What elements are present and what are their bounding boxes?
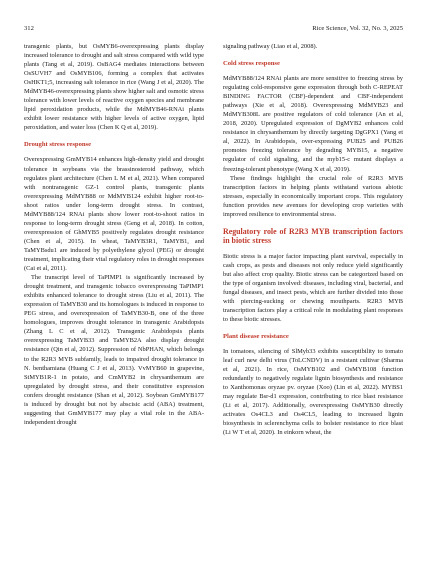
section-heading-cold: Cold stress response xyxy=(223,60,280,68)
paragraph: In tomatoes, silencing of SlMyb33 exhibits susceptibility to tomato leaf curl new delhi virus (ToLCNDV) in a resistant cultivar (Sharma et al, 2021). In rice, OsMYB102 and OsMYB108 function redundantly to negatively regulate lignin biosynthesis and resistance to Xanthomonas oryzae pv. oryzae (Xoo) (Lin et al, 2022). MYBS1 may regulate Bsr-d1 expression, contributing to rice blast resistance (Li et al, 2017). Additionally, overexpressing OsMYB30 directly activates Os4CL3 and Os4CL5, leading to increased lignin biosynthesis in sclerenchyma cells to bolster resistance to rice blast (Li W T et al, 2020). In einkorn wheat, the xyxy=(223,347,403,437)
paragraph: transgenic plants, but OsMYB6-overexpressing plants display increased tolerance to drought and salt stress compared with wild type plants (Tang et al, 2019). OsBAG4 mediates interactions between OsSUVH7 and OsMYB106, forming a complex that activates OsHKT1;5, increasing salt tolerance in rice (Wang J et al, 2020). The MdMYB46-overexpressing plants show higher salt and osmotic stress tolerance with lower levels of reactive oxygen species and membrane lipid peroxidation products, while the MdMYB46-RNAi plants exhibit lower resistance with higher levels of active oxygen, lipid peroxidation, and water loss (Chen K Q et al, 2019). xyxy=(24,43,204,132)
section-heading-drought: Drought stress response xyxy=(24,141,92,149)
paragraph: MdMYB88/124 RNAi plants are more sensitive to freezing stress by regulating cold-responsive gene expression through both C-REPEAT BINDING FACTOR (CBF)-dependent and CBF-independent pathways (Xie et al, 2018). Overexpressing MdMYB23 and MdMYB308L are positive regulators of cold tolerance (An et al, 2018, 2020). Upregulated expression of DgMYB2 enhances cold resistance in chrysanthemum by directly targeting DgGPX1 (Yang et al, 2022). In Arabidopsis, over-expressing PUB25 and PUB26 promotes freezing tolerance by degrading MYB15, a negative regulator of cold signaling, and the myb15-c mutant displays a freezing-tolerant phenotype (Wang X et al, 2019). xyxy=(223,75,403,173)
paragraph: Overexpressing GmMYB14 enhances high-density yield and drought tolerance in soybeans via the brassinosteroid pathway, which regulates plant architecture (Chen L M et al, 2021). When compared with nontransgenic GZ-1 control plants, transgenic plants overexpressing MdMYB88 or MdMYB124 exhibit higher root-to-shoot ratios under long-term drought stress. In contrast, MdMYB88/124 RNAi plants show lower root-to-shoot ratios in response to long-term drought stress (Geng et al, 2018). In cotton, overexpression of GhMYB5 positively regulates drought resistance (Chen et al, 2015). In wheat, TaMYB3R1, TaMYB1, and TaMYBsdu1 are induced by polyethylene glycol (PEG) or drought treatment, implicating their vital regulatory roles in drought responses (Cai et al, 2011). xyxy=(24,156,204,273)
paragraph: These findings highlight the crucial role of R2R3 MYB transcription factors in helping plants withstand various abiotic stresses, especially in economically important crops. This regulatory function provides new avenues for developing crop varieties with improved resilience to environmental stress. xyxy=(223,174,403,218)
section-heading-disease: Plant disease resistance xyxy=(223,332,289,340)
right-column xyxy=(223,42,403,437)
paragraph: Biotic stress is a major factor impacting plant survival, especially in cash crops, as pests and diseases not only reduce yield significantly but also affect crop quality. Biotic stress can be categorized based on the type of organism involved: diseases, including viral, bacterial, and fungal diseases, and insect pests, which are further divided into those with piercing-sucking or chewing mouthparts. R2R3 MYB transcription factors play a critical role in modulating plant responses to these biotic stresses. xyxy=(223,252,403,323)
journal-citation: Rice Science, Vol. 32, No. 3, 2025 xyxy=(312,25,403,32)
left-column xyxy=(24,42,204,427)
page-number: 312 xyxy=(24,25,34,32)
paragraph: signaling pathway (Liao et al, 2008). xyxy=(223,43,318,50)
section-heading-biotic: Regulatory role of R2R3 MYB transcription factors in biotic stress xyxy=(223,226,403,246)
page-header xyxy=(24,24,403,34)
paragraph: The transcript level of TaPIMP1 is significantly increased by drought treatment, and transgenic tobacco overexpressing TaPIMP1 exhibits enhanced tolerance to drought stress (Liu et al, 2011). The expression of TaMYB30 and its homologues is induced in response to PEG stress, and overexpression of TaMYB30-B, one of the three homologues, improves drought tolerance in transgenic Arabidopsis (Zhang L C et al, 2012). Transgenic Arabidopsis plants overexpressing TaMYB33 and TaMYB2A also display drought resistance (Qin et al, 2012). Suppression of NbPHAN, which belongs to the R2R3 MYB subfamily, leads to impaired drought tolerance in N. benthamiana (Huang C J et al, 2013). VvMYB60 in grapevine, StMYB1R-1 in potato, and CmMYB2 in chrysanthemum are upregulated by drought stress, and their constitutive expression confers drought resistance (Shan et al, 2012). Soybean GmMYB177 is induced by drought but not by abscisic acid (ABA) treatment, suggesting that GmMYB177 may play a vital role in the ABA-independent drought xyxy=(24,274,204,426)
